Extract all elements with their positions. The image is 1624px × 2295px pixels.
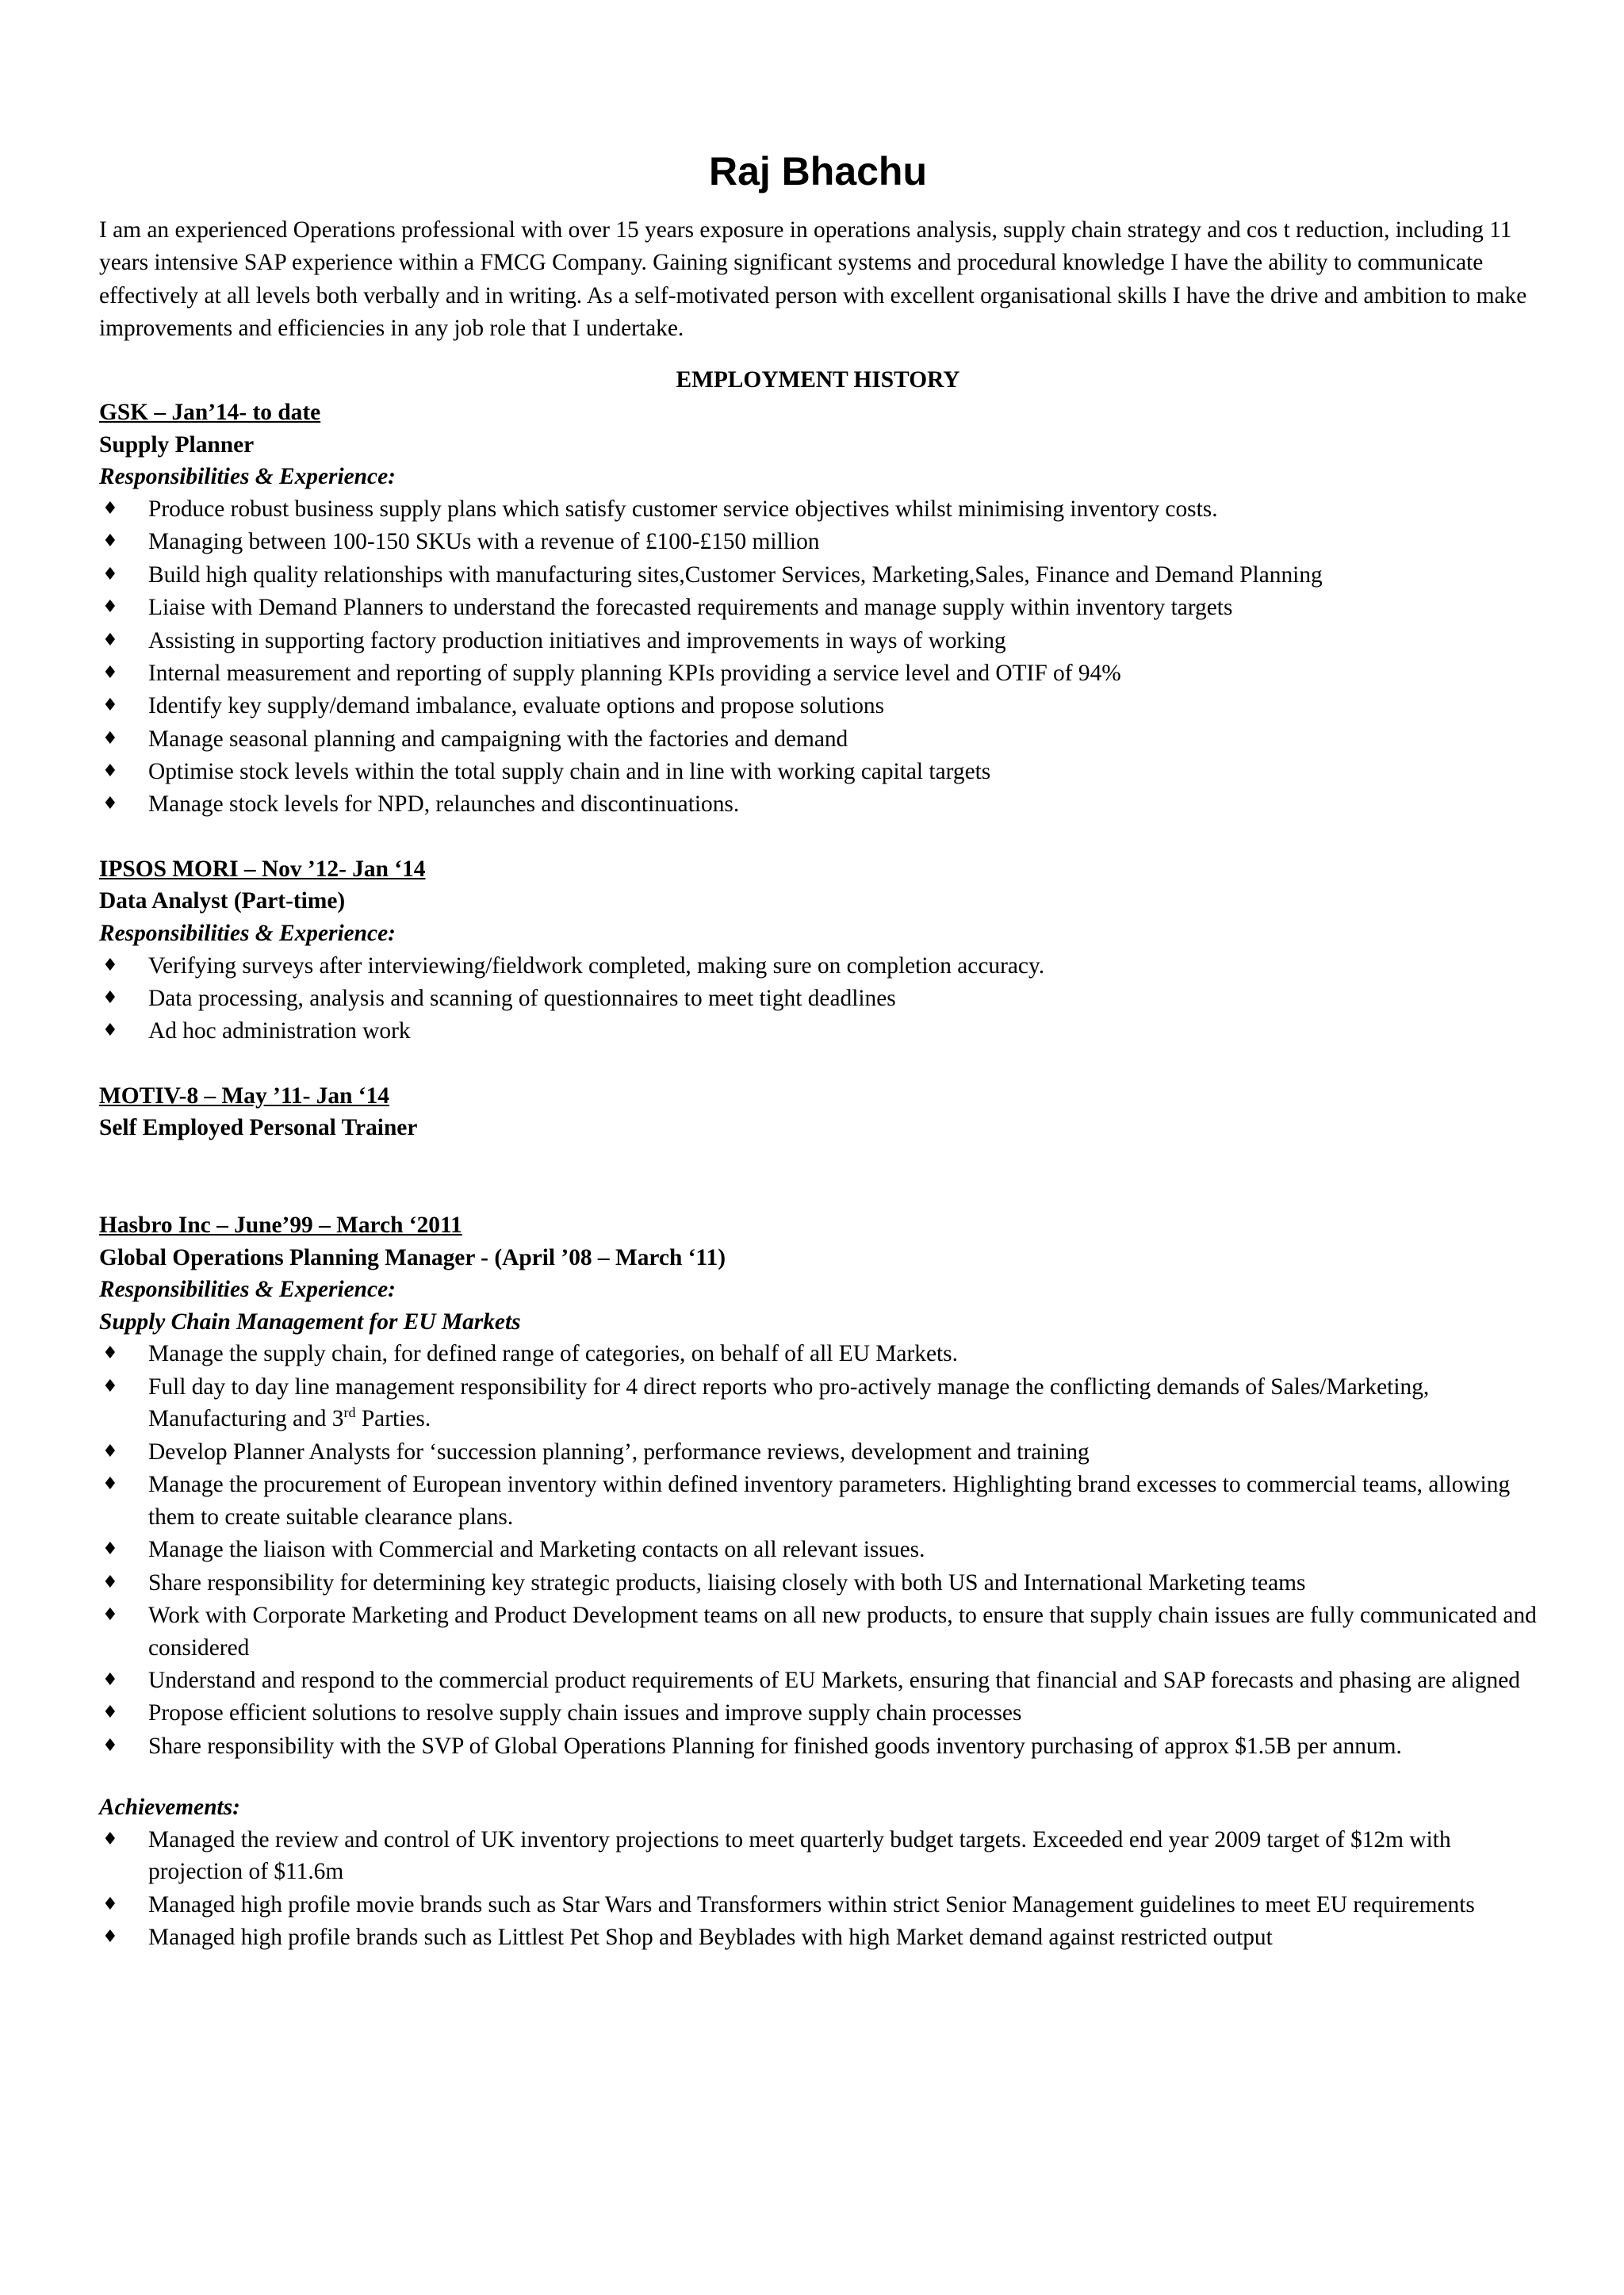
diamond-bullet-icon: ♦ [102,794,118,814]
diamond-bullet-icon: ♦ [102,1539,118,1560]
diamond-bullet-icon: ♦ [102,1441,118,1462]
list-item: ♦ Managed the review and control of UK inventory projections to meet quarterly budget targets. Exceeded end year 2009 target of $12m with projection of $11.6m [99,1824,1537,1888]
list-item: ♦ Internal measurement and reporting of supply planning KPIs providing a service level and OTIF of 94% [99,657,1537,690]
responsibilities-heading: Responsibilities & Experience: [99,1277,396,1303]
list-item: ♦ Share responsibility with the SVP of Global Operations Planning for finished goods inventory purchasing of approx $1.5B per annum. [99,1730,1537,1763]
diamond-bullet-icon: ♦ [102,1572,118,1592]
diamond-bullet-icon: ♦ [102,1894,118,1914]
job-gsk [99,397,1537,821]
supply-chain-subheading: Supply Chain Management for EU Markets [99,1308,521,1335]
list-item: ♦ Share responsibility for determining key strategic products, liaising closely with both US and International Marketing teams [99,1567,1537,1600]
diamond-bullet-icon: ♦ [102,531,118,552]
job-title: Data Analyst (Part-time) [99,888,346,914]
responsibilities-heading: Responsibilities & Experience: [99,464,396,490]
diamond-bullet-icon: ♦ [102,955,118,975]
list-item: ♦ Liaise with Demand Planners to understand the forecasted requirements and manage supply within inventory targets [99,592,1537,624]
list-item: ♦ Manage stock levels for NPD, relaunches and discontinuations. [99,788,1537,821]
achievements-heading: Achievements: [99,1795,240,1821]
list-item: ♦ Managed high profile movie brands such as Star Wars and Transformers within strict Senior Management guidelines to meet EU requirements [99,1889,1537,1921]
company-heading: IPSOS MORI – Nov ’12- Jan ‘14 [99,856,426,882]
list-item: ♦ Manage the liaison with Commercial and Marketing contacts on all relevant issues. [99,1534,1537,1566]
job-title: Self Employed Personal Trainer [99,1115,418,1141]
job-title: Supply Planner [99,431,255,458]
diamond-bullet-icon: ♦ [102,1829,118,1849]
employment-history-heading: EMPLOYMENT HISTORY [676,367,960,393]
diamond-bullet-icon: ♦ [102,1927,118,1948]
diamond-bullet-icon: ♦ [102,728,118,749]
diamond-bullet-icon: ♦ [102,1604,118,1625]
list-item: ♦ Work with Corporate Marketing and Product Development teams on all new products, to ensure that supply chain issues are fully communicated and considered [99,1600,1537,1664]
diamond-bullet-icon: ♦ [102,1669,118,1690]
list-item: ♦ Produce robust business supply plans which satisfy customer service objectives whilst minimising inventory costs. [99,493,1537,526]
list-item: ♦ Verifying surveys after interviewing/fieldwork completed, making sure on completion accuracy. [99,950,1537,983]
diamond-bullet-icon: ♦ [102,498,118,519]
diamond-bullet-icon: ♦ [102,988,118,1009]
list-item: ♦ Manage the procurement of European inventory within defined inventory parameters. Highlighting brand excesses to commercial teams, allowing them to create suitable clearance plans. [99,1469,1537,1533]
diamond-bullet-icon: ♦ [102,597,118,618]
company-heading: MOTIV-8 – May ’11- Jan ‘14 [99,1082,389,1109]
list-item: ♦ Managing between 100-150 SKUs with a revenue of £100-£150 million [99,526,1537,558]
responsibilities-list [99,1338,1537,1762]
list-item: ♦ Understand and respond to the commercial product requirements of EU Markets, ensuring that financial and SAP forecasts and phasing are aligned [99,1665,1537,1697]
list-item: ♦ Manage the supply chain, for defined range of categories, on behalf of all EU Markets. [99,1338,1537,1370]
diamond-bullet-icon: ♦ [102,662,118,683]
job-motiv8 [99,1080,1537,1144]
diamond-bullet-icon: ♦ [102,564,118,584]
list-item: ♦ Identify key supply/demand imbalance, evaluate options and propose solutions [99,690,1537,722]
diamond-bullet-icon: ♦ [102,761,118,782]
diamond-bullet-icon: ♦ [102,630,118,650]
list-item: ♦ Managed high profile brands such as Littlest Pet Shop and Beyblades with high Market demand against restricted output [99,1921,1537,1954]
list-item: ♦ Manage seasonal planning and campaigning with the factories and demand [99,723,1537,756]
list-item: ♦ Data processing, analysis and scanning of questionnaires to meet tight deadlines [99,983,1537,1015]
diamond-bullet-icon: ♦ [102,1376,118,1397]
candidate-name: Raj Bhachu [708,149,928,193]
diamond-bullet-icon: ♦ [102,1343,118,1364]
list-item: ♦ Optimise stock levels within the total supply chain and in line with working capital targets [99,756,1537,788]
list-item: ♦ Build high quality relationships with manufacturing sites,Customer Services, Marketing,Sales, Finance and Demand Planning [99,559,1537,592]
responsibilities-list [99,493,1537,821]
list-item: ♦ Propose efficient solutions to resolve supply chain issues and improve supply chain processes [99,1697,1537,1730]
diamond-bullet-icon: ♦ [102,1474,118,1495]
list-item: ♦ Develop Planner Analysts for ‘succession planning’, performance reviews, development and training [99,1436,1537,1469]
job-title: Global Operations Planning Manager - (April ’08 – March ‘11) [99,1244,726,1270]
job-hasbro [99,1209,1537,1954]
responsibilities-heading: Responsibilities & Experience: [99,921,396,947]
list-item: ♦ Ad hoc administration work [99,1015,1537,1048]
company-heading: Hasbro Inc – June’99 – March ‘2011 [99,1213,462,1239]
list-item: ♦ Full day to day line management responsibility for 4 direct reports who pro-actively manage the conflicting demands of Sales/Marketing, Manufacturing and 3rd Parties. [99,1371,1537,1435]
profile-summary: I am an experienced Operations professional with over 15 years exposure in operations analysis, supply chain strategy and cos t reduction, including 11 years intensive SAP experience within a FMCG Company. Gaining significant systems and procedural knowledge I have the ability to communicate effectively at all levels both verbally and in writing. As a self-motivated person with excellent organisational skills I have the drive and ambition to make improvements and efficiencies in any job role that I undertake. [99,217,1527,341]
diamond-bullet-icon: ♦ [102,695,118,716]
achievements-list [99,1824,1537,1954]
list-item: ♦ Assisting in supporting factory production initiatives and improvements in ways of working [99,625,1537,657]
job-ipsos-mori [99,853,1537,1048]
diamond-bullet-icon: ♦ [102,1735,118,1756]
company-heading: GSK – Jan’14- to date [99,400,321,426]
diamond-bullet-icon: ♦ [102,1703,118,1723]
diamond-bullet-icon: ♦ [102,1021,118,1041]
responsibilities-list [99,950,1537,1048]
